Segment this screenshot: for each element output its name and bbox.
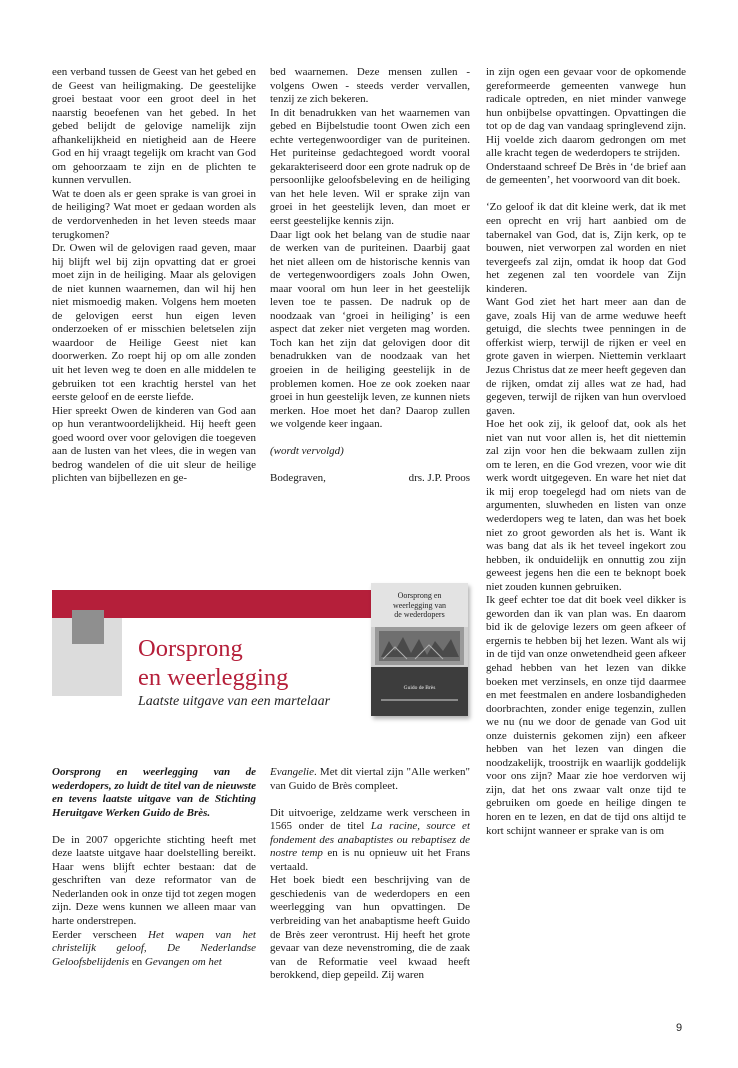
text-run: en is nu opnieuw uit het Frans vertaald. [270,847,470,873]
book-cover-engraving [375,627,464,665]
feature-header-band [52,590,418,618]
paragraph: Hier spreekt Owen de kinderen van God aan op hun verantwoordelijkheid. Hij heeft geen goed woord over voor gelovigen die toegeven aan de lusten van het vlees, die in wegen van bedrog wandelen of die uit sleur de heilige plichten van bijbellezen en ge- [52,404,256,485]
article-column-2 [270,66,470,485]
book-title-ref: Gevangen om het [144,955,222,968]
article-column-3 [486,66,686,838]
paragraph: In dit benadrukken van het waarnemen van gebed en Bijbelstudie toont Owen zich een echte vertegenwoordiger van de puriteinen. Het puriteinse gedachtegoed wordt vooral gekarakteriseerd door een grote nadruk op de persoonlijke geloofsbeleving en de heiliging van het hele leven. Wil er sprake zijn van groei in het geestelijk leven, dan moet er eerst geestelijke kennis zijn. [270,106,470,228]
book-title-ref: Evangelie [270,766,314,778]
book-cover-bottom [371,667,468,716]
book-cover [371,583,468,716]
feature-decor-square [72,610,104,644]
paragraph: Onderstaand schreef De Brès in ‘de brief aan de gemeenten’, het voorwoord van dit boek. [486,160,686,187]
paragraph: bed waarnemen. Deze mensen zullen - volgens Owen - steeds verder vervallen, tenzij ze zich bekeren. [270,66,470,106]
paragraph: Dr. Owen wil de gelovigen raad geven, maar hij blijft wel bij zijn opvatting dat er groei moet zijn in de heiliging. Maar als gelovigen de niet kunnen waarnemen, dan wil hij hen niet mismoedig maken. Volgens hem moeten de gelovigen eerst hun eigen leven onderzoeken of er misschien beletselen zijn waardoor de Heilige Geest niet kan doorwerken. Zo roept hij op om alle zonden uit het leven weg te doen en alle middelen te gebruiken tot een krachtig herstel van het eerste geloof en de eerste liefde. [52,242,256,404]
paragraph [270,807,470,875]
paragraph: in zijn ogen een gevaar voor de opkomende gereformeerde gemeenten vanwege hun radicale optreden, en niet minder vanwege hun onbijbelse opvattingen. Opvattingen die tot op de dag van vandaag springlevend zijn. Hij voelde zich daarom gedrongen om met alle kracht tegen de wederdopers te strijden. [486,66,686,160]
quote-paragraph: Want God ziet het hart meer aan dan de gave, zoals Hij van de arme weduwe heeft getuigd, die slechts twee penningen in de offerkist wierp, terwijl de rijken er veel en grote gaven in wierpen. Niettemin verklaart Jezus Christus dat ze meer heeft gegeven dan de rijken, omdat zij alles wat ze had, had gegeven, terwijl de rijken van hun overvloed gaven. [486,296,686,417]
feature-column-2 [270,766,470,983]
paragraph: Daar ligt ook het belang van de studie naar de werken van de puriteinen. Daarbij gaat het niet alleen om de historische kennis van de vertegenwoordigers zoals John Owen, maar vooral om hun leer in het geestelijk leven toe te passen. De nadruk op de noodzaak van ‘groei in heiliging’ is een aspect dat zeker niet vergeten mag worden. Toch kan het zijn dat gelovigen door dit benadrukken van de noodzaak van het groeien in de heiliging geestelijk in de problemen komen. Hoe ze ook zoeken naar groei in hun geestelijk leven, ze kunnen niets merken. Hoe moet het dan? Daarop zullen we volgende keer ingaan. [270,228,470,431]
article-column-1 [52,66,256,486]
feature-title [138,634,288,692]
feature-intro: Oorsprong en weerlegging van de wederdopers, zo luidt de titel van de nieuwste en tevens laatste uitgave van de Stichting Heruitgave Werken Guido de Brès. [52,766,256,819]
feature-title-line-2: en weerlegging [138,664,289,691]
text-run: en [129,955,145,968]
quote-paragraph: ‘Zo geloof ik dat dit kleine werk, dat ik met een oprecht en vrij hart aanbied om de tabernakel van God, dat is, Zijn kerk, op te bouwen, niet verworpen zal worden en niet tevergeefs zal zijn, omdat ik hoop dat God het zegenen zal ten voordele van Zijn kinderen. [486,201,686,295]
book-title-line-2: weerlegging van [392,600,447,610]
text-run: Eerder verscheen [52,928,148,941]
quote-paragraph: Hoe het ook zij, ik geloof dat, ook als het niet van nut voor allen is, het dit niettemin zal zijn voor hen die bekwaam zullen zijn om te leren, en die God vrezen, voor wie dit werk wordt uitgegeven. En ware het niet dat ik mij erop toegelegd had om niets van de argumenten, sluwheden en listen van onze wederdopers weg te laten, dan was het boek niet zo groot geworden als het is. Want ik was bang dat als ik het teveel ingekort zou hebben, ik onduidelijk en onnuttig zou zijn geweest jegens hen die een te beknopt boek niet zouden kunnen gebruiken. [486,418,686,593]
book-title-ref: La racine, source et fondement des anabaptistes ou rebaptisez de nostre temp [270,820,470,860]
continued-note: (wordt vervolgd) [270,445,344,458]
paragraph: Wat te doen als er geen sprake is van groei in de heiliging? Wat moet er gedaan worden als de verdorvenheden in het leven steeds maar terugkomen? [52,187,256,241]
text-run: . Met dit viertal zijn "Alle werken" van Guido de Brès compleet. [270,766,470,792]
feature-title-line-1: Oorsprong [138,635,243,662]
book-cover-title [373,591,466,620]
signature-line [270,472,470,486]
paragraph: een verband tussen de Geest van het gebed en de Geest van heiligmaking. De geestelijke groei bestaat voor een groot deel in het naarstig beoefenen van het gebed. In het gebed belijdt de gelovige namelijk zijn afhankelijkheid en nietigheid aan de Heere God en hij vraagt tegelijk om kracht van God om gehoorzaam te zijn en de plichten te kunnen vervullen. [52,66,256,187]
book-cover-rule [381,699,458,701]
book-title-line-3: de wederdopers [394,610,445,619]
signature-author: drs. J.P. Proos [408,471,470,484]
feature-column-1 [52,766,256,969]
quote-paragraph: Ik geef echter toe dat dit boek veel dikker is geworden dan ik van plan was. En daarom bid ik de gelovige lezers om geen afkeer of ergernis te hebben bij het lezen. Want als wij in de tijd van onze onwetendheid geen afkeer gehad hebben van het lezen van dikke boeken met verzinsels, en onze tijd daarmee en met feestmalen en andere losbandigheden doorbrachten, zonder enige tegenzin, zullen we nu (nu we door de genade van God uit onze duisternis gekomen zijn) een afkeer hebben van het lezen van dingen die noodzakelijk, troostrijk en waarlijk goddelijk voor ons zijn? Maar zie hoe verdorven wij zijn, dat het ons zwaar valt onze tijd te gebruiken om goede en heilige dingen te horen en te lezen, en dat de tijd ons altijd te kort schijnt wanneer er sprake van is om [486,594,686,837]
text-run: Dit uitvoerige, zeldzame werk verscheen in 1565 onder de titel [270,806,470,833]
page-number: 9 [676,1022,683,1034]
signature-place: Bodegraven, [270,471,326,484]
paragraph [52,929,256,970]
paragraph: De in 2007 opgerichte stichting heeft met deze laatste uitgave haar doelstelling bereikt. Haar wens blijft echter bestaan: dat de geschriften van deze reformator van de Nederlanden ook in onze tijd tot zegen mogen zijn. Deze wens kunnen we alleen maar van harte onderstrepen. [52,833,256,927]
book-title-ref: Het wapen van het christelijk geloof, De Nederlandse Geloofsbelijdenis [52,928,256,968]
paragraph [270,766,470,793]
paragraph: Het boek biedt een beschrijving van de geschiedenis van de wederdopers en een weerlegging van hun opvattingen. De verbreiding van het anabaptisme heeft Guido de Brès zeer verontrust. Hij heeft het grote gevaar van deze nevenstroming, die de zaak van de Reformatie veel kwaad heeft berokkend, diep gepeild. Zij waren [270,874,470,982]
feature-subtitle: Laatste uitgave van een martelaar [138,694,331,709]
book-cover-author: Guido de Brès [403,685,436,691]
book-title-line-1: Oorsprong en [397,591,442,600]
